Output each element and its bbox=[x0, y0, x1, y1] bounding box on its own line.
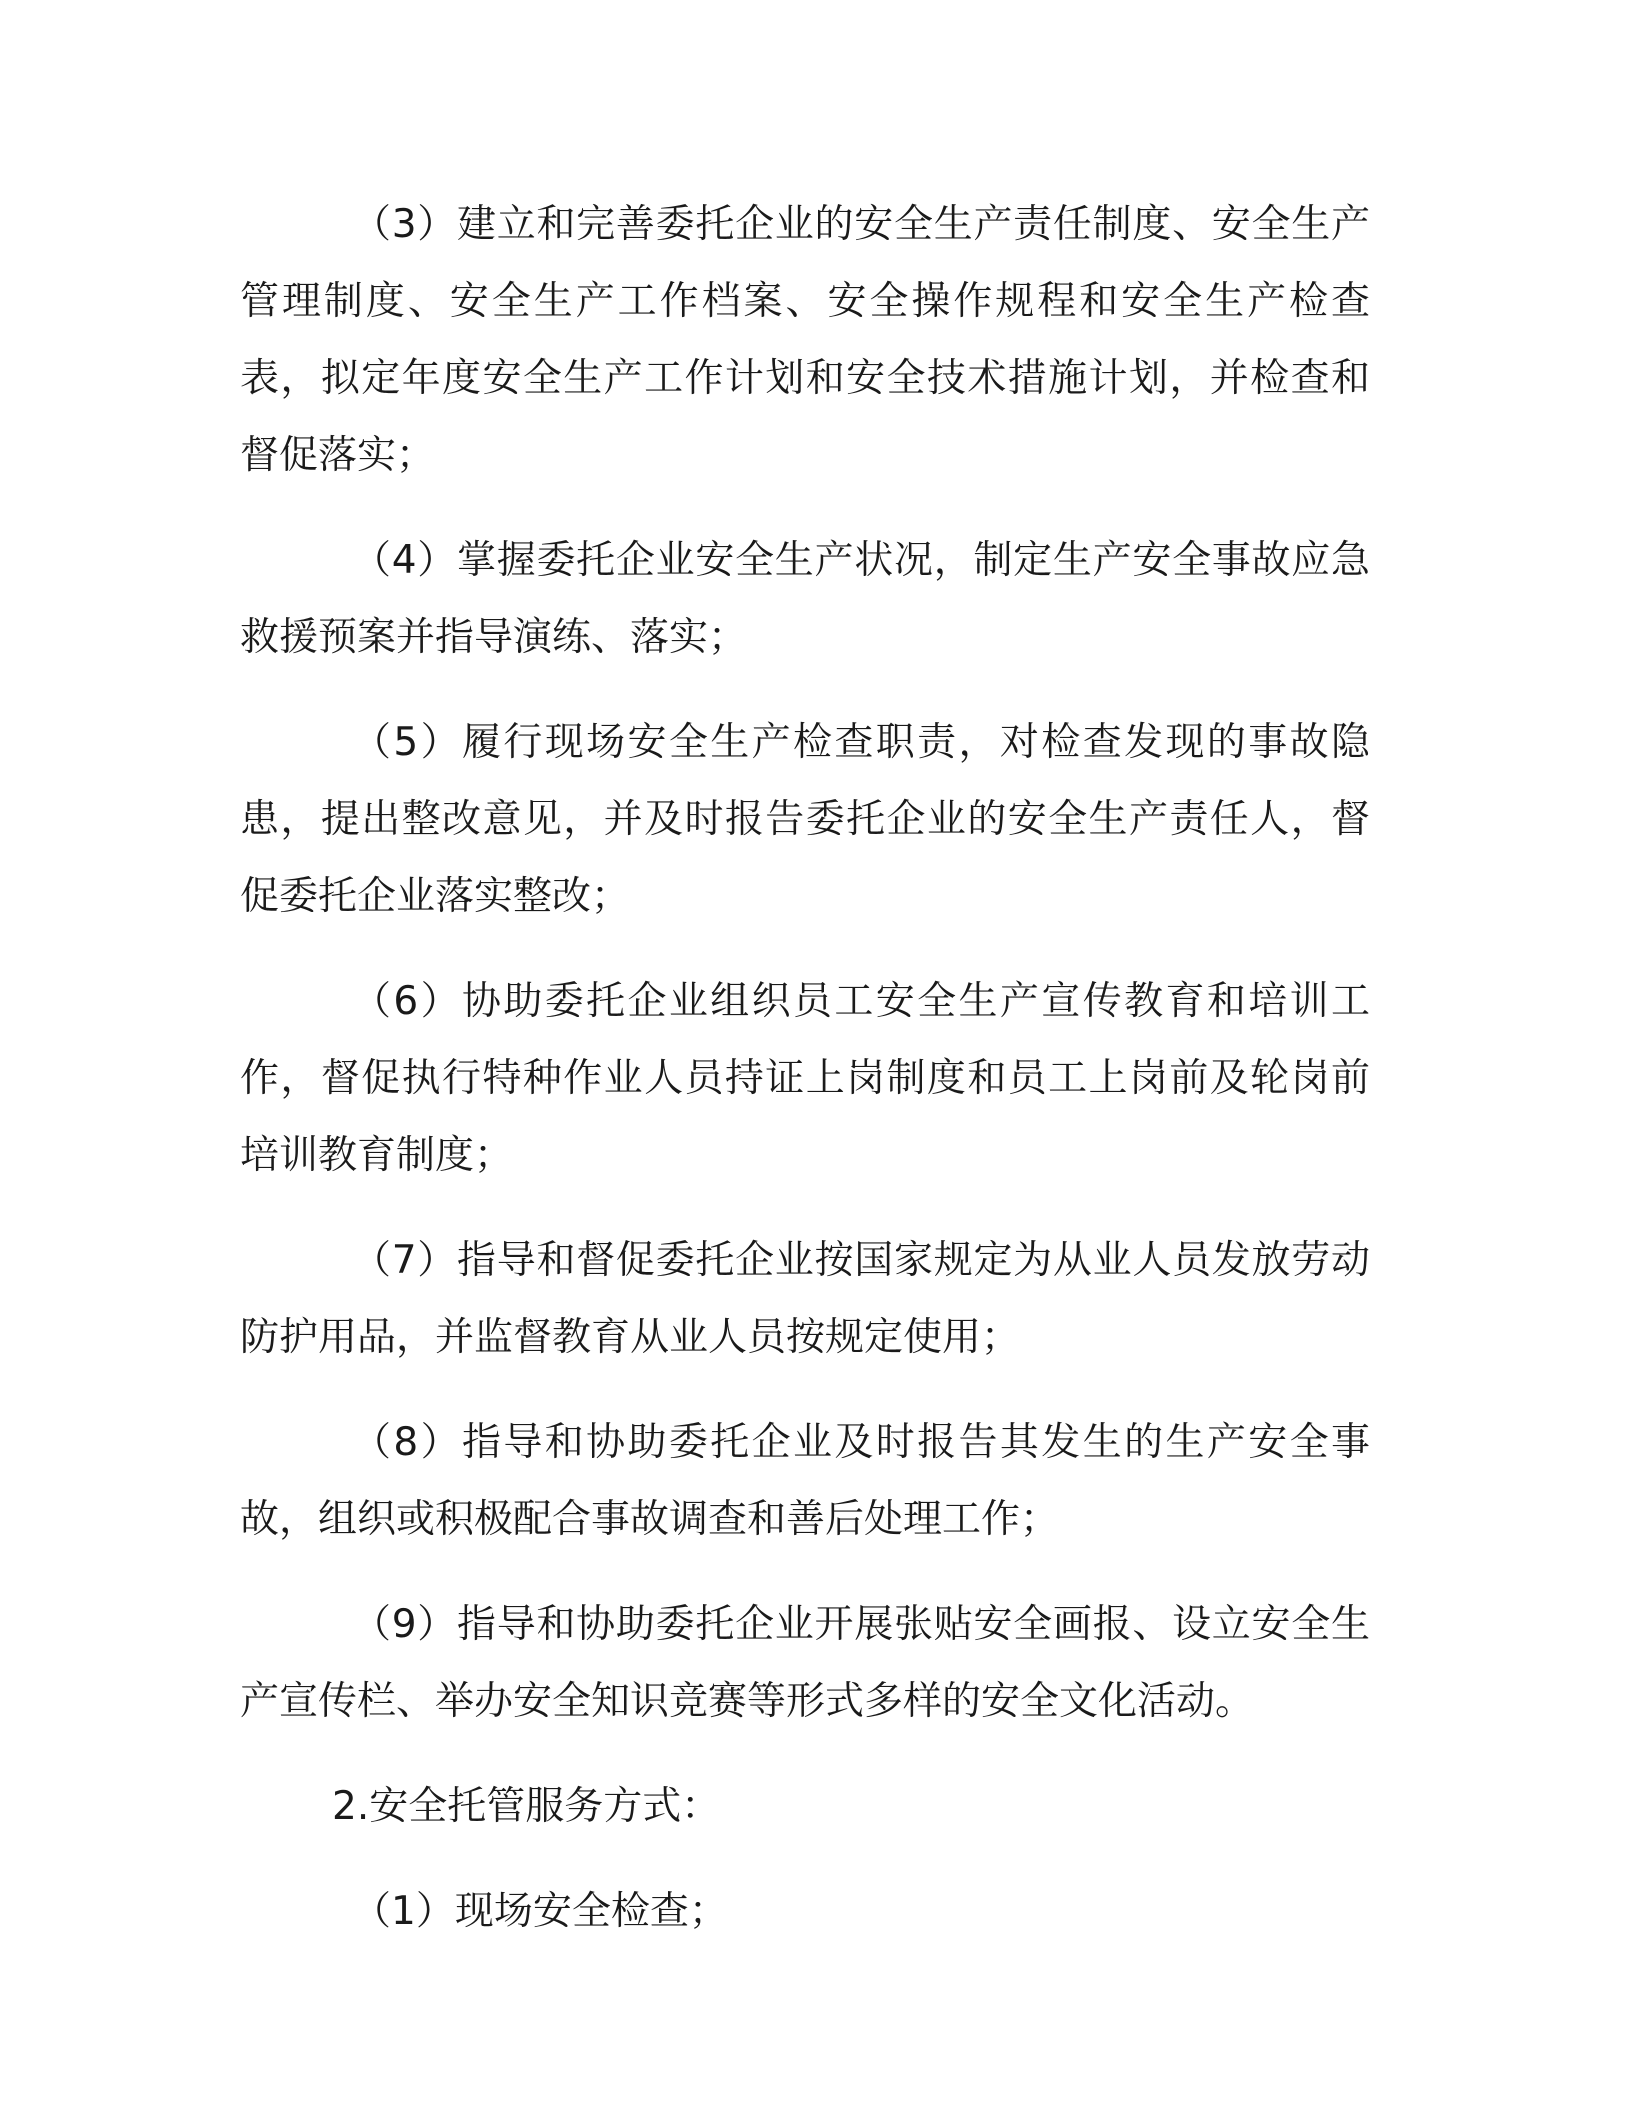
paragraph-item-3: （3）建立和完善委托企业的安全生产责任制度、安全生产管理制度、安全生产工作档案、安全操作规程和安全生产检查表，拟定年度安全生产工作计划和安全技术措施计划，并检查和督促落实； bbox=[240, 202, 1370, 478]
paragraph-item-8: （8）指导和协助委托企业及时报告其发生的生产安全事故，组织或积极配合事故调查和善后处理工作； bbox=[240, 1420, 1370, 1542]
paragraph-item-6: （6）协助委托企业组织员工安全生产宣传教育和培训工作，督促执行特种作业人员持证上岗制度和员工上岗前及轮岗前培训教育制度； bbox=[240, 979, 1370, 1178]
paragraph-item-9: （9）指导和协助委托企业开展张贴安全画报、设立安全生产宣传栏、举办安全知识竞赛等形式多样的安全文化活动。 bbox=[240, 1602, 1370, 1724]
paragraph-item-7: （7）指导和督促委托企业按国家规定为从业人员发放劳动防护用品，并监督教育从业人员按规定使用； bbox=[240, 1238, 1370, 1360]
document-body bbox=[240, 186, 1370, 1978]
paragraph-service-item-1: （1）现场安全检查； bbox=[352, 1889, 728, 1934]
paragraph-item-4: （4）掌握委托企业安全生产状况，制定生产安全事故应急救援预案并指导演练、落实； bbox=[240, 538, 1370, 660]
paragraph-item-5: （5）履行现场安全生产检查职责，对检查发现的事故隐患，提出整改意见，并及时报告委托企业的安全生产责任人，督促委托企业落实整改； bbox=[240, 720, 1370, 919]
section-heading: 2.安全托管服务方式： bbox=[332, 1784, 721, 1829]
